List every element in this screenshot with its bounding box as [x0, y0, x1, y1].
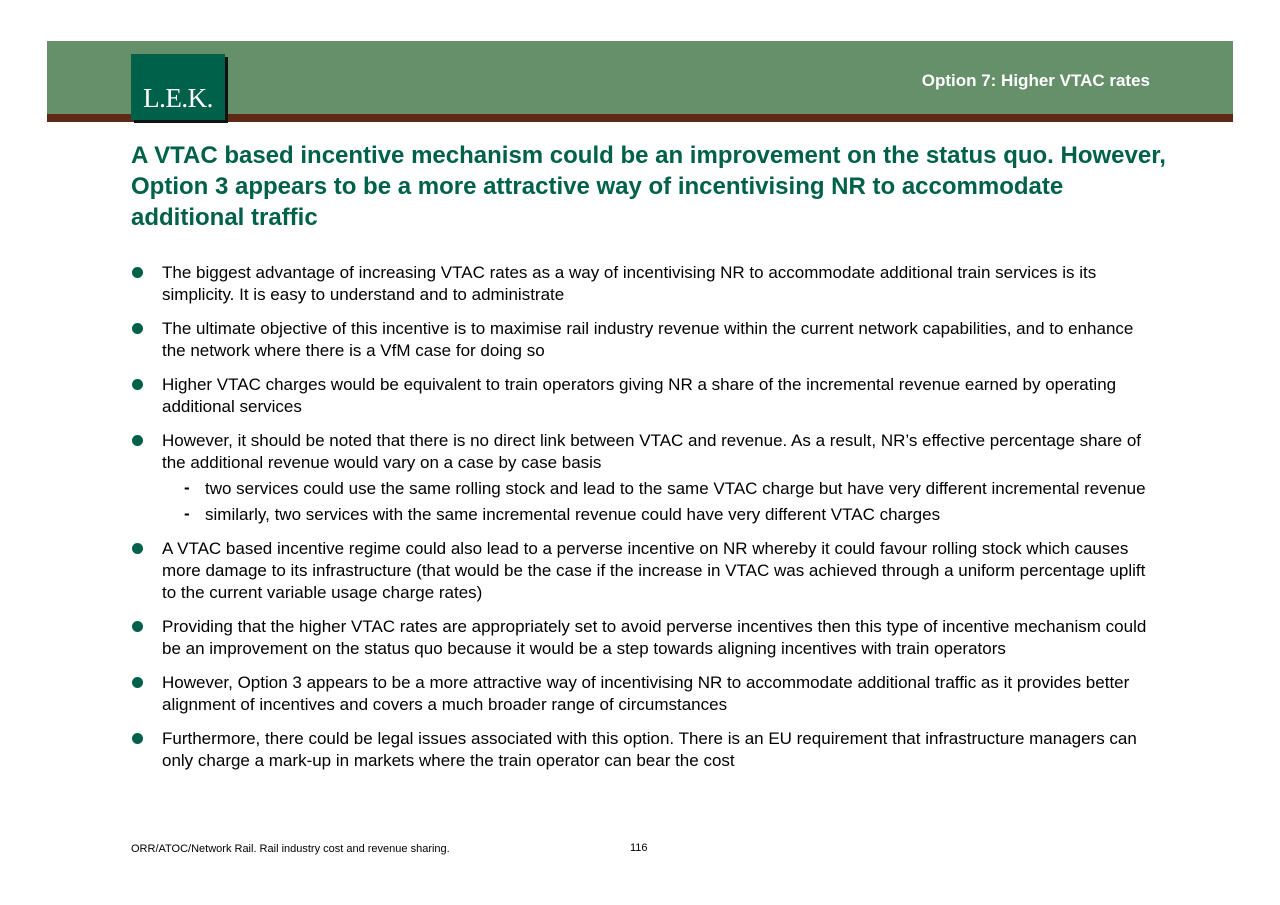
bullet-dot-icon	[132, 323, 143, 334]
bullet-text: Higher VTAC charges would be equivalent to train operators giving NR a share of the incremental revenue earned by operating additional services	[162, 375, 1117, 416]
bullet-item	[131, 538, 1156, 604]
company-logo	[131, 54, 225, 120]
dash-icon: -	[184, 504, 190, 523]
bullet-dot-icon	[132, 543, 143, 554]
logo-text: L.E.K.	[143, 83, 213, 113]
bullet-list	[131, 262, 1156, 784]
bullet-dot-icon	[132, 621, 143, 632]
slide-title: A VTAC based incentive mechanism could be an improvement on the status quo. However, Option 3 appears to be a more attractive way of incentivising NR to accommodate additional traffic	[131, 142, 1166, 231]
sub-bullet-list	[162, 478, 1156, 526]
bullet-item	[131, 672, 1156, 716]
bullet-text: Providing that the higher VTAC rates are appropriately set to avoid perverse incentives then this type of incentive mechanism could be an improvement on the status quo because it would be a step towards aligning incentives with train operators	[162, 617, 1147, 658]
sub-bullet-item	[162, 478, 1156, 500]
bullet-text: Furthermore, there could be legal issues associated with this option. There is an EU requirement that infrastructure managers can only charge a mark-up in markets where the train operator can bear the cost	[162, 729, 1137, 770]
bullet-dot-icon	[132, 379, 143, 390]
bullet-text: The ultimate objective of this incentive is to maximise rail industry revenue within the current network capabilities, and to enhance the network where there is a VfM case for doing so	[162, 319, 1134, 360]
bullet-dot-icon	[132, 267, 143, 278]
bullet-item	[131, 262, 1156, 306]
bullet-text: A VTAC based incentive regime could also lead to a perverse incentive on NR whereby it could favour rolling stock which causes more damage to its infrastructure (that would be the case if the increase in VTAC was achieved through a uniform percentage uplift to the current variable usage charge rates)	[162, 539, 1146, 602]
page-number: 116	[630, 842, 648, 854]
bullet-item	[131, 728, 1156, 772]
section-title: Option 7: Higher VTAC rates	[921, 71, 1150, 90]
bullet-text: However, Option 3 appears to be a more attractive way of incentivising NR to accommodate additional traffic as it provides better alignment of incentives and covers a much broader range of circumstances	[162, 673, 1130, 714]
dash-icon: -	[184, 478, 190, 497]
bullet-item	[131, 616, 1156, 660]
sub-bullet-text: two services could use the same rolling stock and lead to the same VTAC charge but have very different incremental revenue	[205, 479, 1146, 498]
bullet-text: However, it should be noted that there is no direct link between VTAC and revenue. As a result, NR’s effective percentage share of the additional revenue would vary on a case by case basis	[162, 431, 1142, 472]
bullet-dot-icon	[132, 435, 143, 446]
footer-source: ORR/ATOC/Network Rail. Rail industry cost and revenue sharing.	[131, 843, 450, 855]
bullet-dot-icon	[132, 677, 143, 688]
bullet-item	[131, 318, 1156, 362]
sub-bullet-item	[162, 504, 1156, 526]
bullet-text: The biggest advantage of increasing VTAC rates as a way of incentivising NR to accommodate additional train services is its simplicity. It is easy to understand and to administrate	[162, 263, 1097, 304]
bullet-item	[131, 430, 1156, 526]
sub-bullet-text: similarly, two services with the same incremental revenue could have very different VTAC charges	[205, 505, 941, 524]
bullet-dot-icon	[132, 733, 143, 744]
bullet-item	[131, 374, 1156, 418]
